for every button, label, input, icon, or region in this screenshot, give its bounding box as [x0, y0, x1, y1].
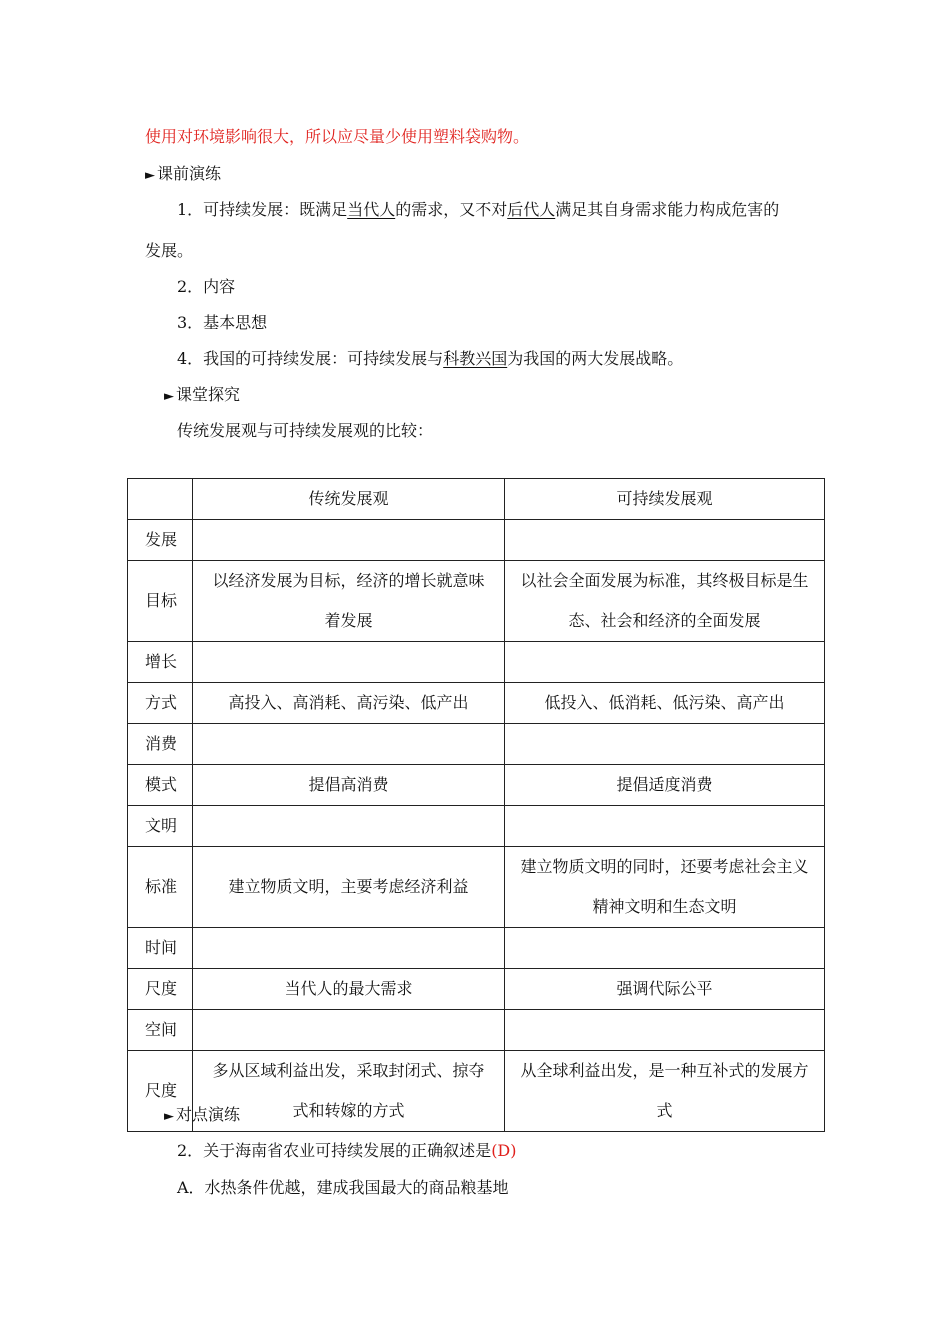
- table-row: [128, 642, 825, 683]
- cell-sustainable: [505, 724, 825, 765]
- cell-line: 式: [656, 1101, 673, 1120]
- table-row: [128, 928, 825, 969]
- item-4-suffix: 为我国的两大发展战略。: [507, 349, 684, 368]
- cell-sustainable: [505, 642, 825, 683]
- cell-line: 从全球利益出发，是一种互补式的发展方: [520, 1061, 809, 1080]
- table-header-row: [128, 479, 825, 520]
- section-in-class-heading: [164, 384, 240, 408]
- cell-line: 强调代际公平: [616, 979, 713, 998]
- cell-line: 低投入、低消耗、低污染、高产出: [544, 693, 785, 712]
- table-row: [128, 1010, 825, 1051]
- cell-sustainable: [505, 561, 825, 642]
- item-4-prefix: 4．我国的可持续发展：可持续发展与: [177, 349, 444, 368]
- compare-title: 传统发展观与可持续发展观的比较：: [177, 421, 434, 440]
- row-label: 发展: [128, 520, 193, 561]
- cell-sustainable: [505, 765, 825, 806]
- row-label: 尺度: [128, 1051, 193, 1132]
- row-label: 文明: [128, 806, 193, 847]
- cell-traditional: [193, 642, 505, 683]
- row-label: 标准: [128, 847, 193, 928]
- table-row: [128, 561, 825, 642]
- table-header-empty: [128, 479, 193, 520]
- row-label: 增长: [128, 642, 193, 683]
- cell-line: 态、社会和经济的全面发展: [568, 611, 761, 630]
- table-header-sustainable: 可持续发展观: [505, 479, 825, 520]
- triangle-marker-icon: ►: [164, 389, 174, 404]
- item-3: 3．基本思想: [177, 313, 268, 332]
- table-row: [128, 724, 825, 765]
- item-1-answer-1: 当代人: [347, 200, 396, 219]
- table-row: [128, 806, 825, 847]
- cell-line: 建立物质文明的同时，还要考虑社会主义: [520, 857, 809, 876]
- cell-traditional: [193, 561, 505, 642]
- cell-sustainable: [505, 806, 825, 847]
- table-row: [128, 683, 825, 724]
- section-title: 对点演练: [176, 1105, 241, 1124]
- cell-traditional: [193, 969, 505, 1010]
- cell-line: 高投入、高消耗、高污染、低产出: [228, 693, 469, 712]
- intro-red-text: 使用对环境影响很大，所以应尽量少使用塑料袋购物。: [145, 127, 530, 146]
- section-title: 课前演练: [157, 164, 222, 183]
- cell-line: 当代人的最大需求: [284, 979, 413, 998]
- cell-traditional: [193, 928, 505, 969]
- cell-line: 着发展: [324, 611, 373, 630]
- item-1-continued: 发展。: [145, 241, 194, 260]
- triangle-marker-icon: ►: [145, 168, 155, 183]
- cell-line: 提倡适度消费: [616, 775, 713, 794]
- section-title: 课堂探究: [176, 385, 241, 404]
- cell-sustainable: [505, 1051, 825, 1132]
- table-header-traditional: 传统发展观: [193, 479, 505, 520]
- item-1-mid: 的需求，又不对: [395, 200, 508, 219]
- question-2-option-a: A．水热条件优越，建成我国最大的商品粮基地: [177, 1178, 509, 1197]
- section-practice-heading: [164, 1104, 240, 1128]
- row-label: 方式: [128, 683, 193, 724]
- cell-line: 建立物质文明，主要考虑经济利益: [228, 877, 469, 896]
- cell-line: 提倡高消费: [308, 775, 389, 794]
- cell-sustainable: [505, 847, 825, 928]
- row-label: 消费: [128, 724, 193, 765]
- cell-line: 多从区域利益出发，采取封闭式、掠夺: [212, 1061, 485, 1080]
- cell-traditional: [193, 806, 505, 847]
- item-1: [177, 199, 779, 221]
- cell-sustainable: [505, 928, 825, 969]
- cell-traditional: [193, 847, 505, 928]
- row-label: 时间: [128, 928, 193, 969]
- table-row: [128, 969, 825, 1010]
- cell-sustainable: [505, 1010, 825, 1051]
- row-label: 目标: [128, 561, 193, 642]
- cell-line: 式和转嫁的方式: [292, 1101, 405, 1120]
- question-2-answer: (D): [491, 1141, 517, 1160]
- item-4-answer: 科教兴国: [443, 349, 508, 368]
- cell-traditional: [193, 683, 505, 724]
- item-1-answer-2: 后代人: [507, 200, 556, 219]
- table-row: [128, 765, 825, 806]
- table-row: [128, 847, 825, 928]
- cell-line: 以经济发展为目标，经济的增长就意味: [212, 571, 485, 590]
- row-label: 模式: [128, 765, 193, 806]
- cell-sustainable: [505, 520, 825, 561]
- cell-traditional: [193, 520, 505, 561]
- cell-traditional: [193, 724, 505, 765]
- triangle-marker-icon: ►: [164, 1109, 174, 1124]
- cell-sustainable: [505, 969, 825, 1010]
- question-2: [177, 1140, 517, 1162]
- cell-traditional: [193, 1010, 505, 1051]
- row-label: 尺度: [128, 969, 193, 1010]
- cell-traditional: [193, 765, 505, 806]
- item-1-suffix: 满足其自身需求能力构成危害的: [555, 200, 780, 219]
- question-2-text: 2．关于海南省农业可持续发展的正确叙述是: [177, 1141, 492, 1160]
- section-pre-class-heading: [145, 163, 221, 187]
- cell-line: 精神文明和生态文明: [592, 897, 737, 916]
- cell-sustainable: [505, 683, 825, 724]
- item-2: 2．内容: [177, 277, 236, 296]
- table-row: [128, 520, 825, 561]
- cell-line: 以社会全面发展为标准，其终极目标是生: [520, 571, 809, 590]
- item-1-prefix: 1．可持续发展：既满足: [177, 200, 348, 219]
- item-4: [177, 348, 683, 370]
- comparison-table: [127, 478, 825, 1132]
- row-label: 空间: [128, 1010, 193, 1051]
